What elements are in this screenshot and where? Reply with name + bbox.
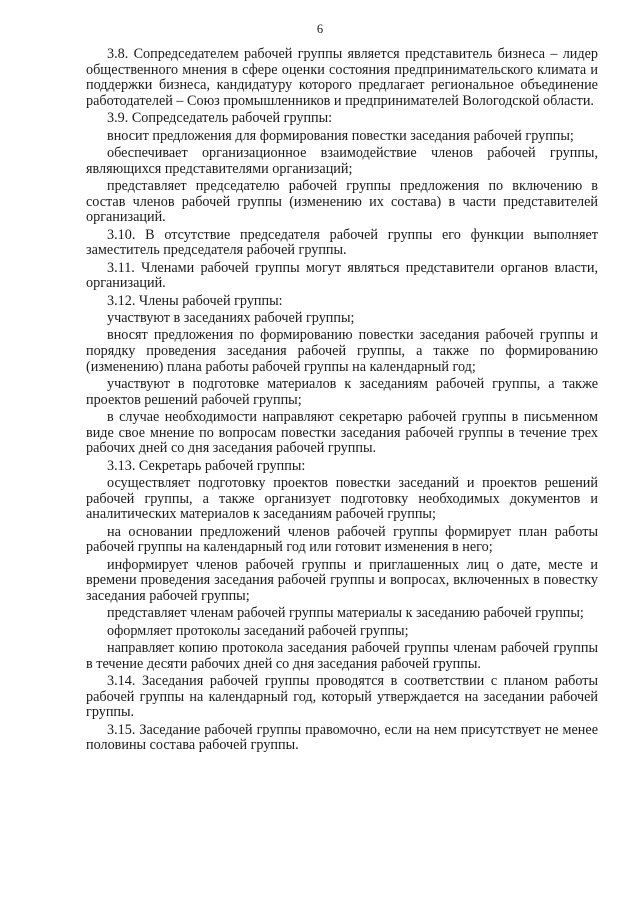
paragraph-3-10: 3.10. В отсутствие председателя рабочей группы его функции выполняет заместитель председателя рабочей группы. bbox=[86, 226, 598, 259]
paragraph-3-14: 3.14. Заседания рабочей группы проводятся в соответствии с планом работы рабочей группы на календарный год, который утверждается на заседании рабочей группы. bbox=[86, 673, 598, 721]
list-item: участвуют в заседаниях рабочей группы; bbox=[107, 310, 355, 326]
list-item: информирует членов рабочей группы и приглашенных лиц о дате, месте и времени проведения заседания рабочей группы и вопросах, включенных в повестку заседания рабочей группы; bbox=[86, 556, 598, 605]
list-item: вносит предложения для формирования повестки заседания рабочей группы; bbox=[107, 127, 574, 144]
document-body bbox=[86, 47, 598, 756]
list-item: на основании предложений членов рабочей группы формирует план работы рабочей группы на календарный год или готовит изменения в него; bbox=[86, 523, 598, 556]
paragraph-3-8: 3.8. Сопредседателем рабочей группы является представитель бизнеса – лидер общественного мнения в сфере оценки состояния предпринимательского климата и поддержки бизнеса, кандидатуру которого предлагает региональное объединение работодателей – Союз промышленников и предпринимателей Вологодской области. bbox=[86, 46, 598, 110]
list-item: представляет членам рабочей группы материалы к заседанию рабочей группы; bbox=[107, 605, 584, 622]
paragraph-3-9: 3.9. Сопредседатель рабочей группы: bbox=[107, 110, 333, 127]
list-item: осуществляет подготовку проектов повестки заседаний и проектов решений рабочей группы, а также организует подготовку необходимых документов и аналитических материалов к заседаниям рабочей группы; bbox=[86, 475, 598, 523]
list-item: в случае необходимости направляют секретарю рабочей группы в письменном виде свое мнение по вопросам повестки заседания рабочей группы в течение трех рабочих дней со дня заседания рабочей группы. bbox=[86, 409, 598, 457]
paragraph-3-12: 3.12. Члены рабочей группы: bbox=[107, 292, 283, 309]
list-item: направляет копию протокола заседания рабочей группы членам рабочей группы в течение десяти рабочих дней со дня заседания рабочей группы. bbox=[86, 640, 598, 672]
list-item: оформляет протоколы заседаний рабочей группы; bbox=[107, 622, 409, 639]
paragraph-3-11: 3.11. Членами рабочей группы могут являться представители органов власти, организаций. bbox=[86, 259, 598, 292]
paragraph-3-15: 3.15. Заседание рабочей группы правомочно, если на нем присутствует не менее половины состава рабочей группы. bbox=[86, 721, 598, 754]
page-number: 6 bbox=[316, 22, 324, 36]
list-item: представляет председателю рабочей группы предложения по включению в состав членов рабочей группы (изменению их состава) в части представителей организаций. bbox=[86, 178, 598, 226]
list-item: вносят предложения по формированию повестки заседания рабочей группы и порядку проведения заседания рабочей группы, а также по формированию (изменению) плана работы рабочей группы на календарный год; bbox=[86, 327, 598, 375]
paragraph-3-13: 3.13. Секретарь рабочей группы: bbox=[107, 457, 306, 474]
list-item: обеспечивает организационное взаимодействие членов рабочей группы, являющихся представителями организаций; bbox=[86, 145, 598, 177]
list-item: участвуют в подготовке материалов к заседаниям рабочей группы, а также проектов решений рабочей группы; bbox=[86, 376, 598, 408]
